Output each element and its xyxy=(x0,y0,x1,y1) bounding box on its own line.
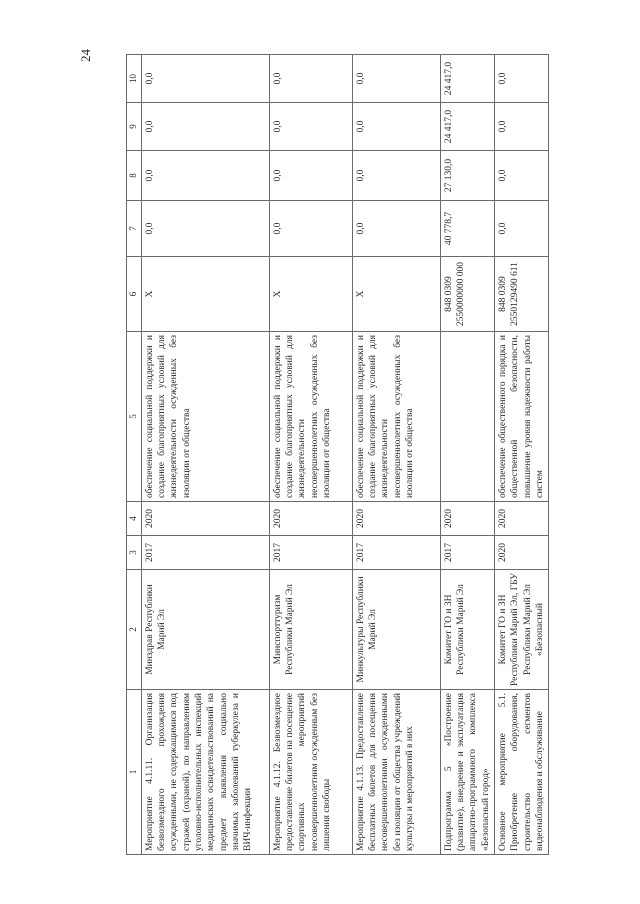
table-row xyxy=(141,55,269,855)
executor-cell: Комитет ГО и ЗН Республики Марий Эл, ГБУ Республики Марий Эл «Безопасный xyxy=(495,570,549,690)
budget-code-cell: X xyxy=(141,257,269,332)
budget-code-cell: X xyxy=(269,257,352,332)
end-year-cell: 2020 xyxy=(440,502,494,536)
table-row xyxy=(440,55,494,855)
table-row xyxy=(495,55,549,855)
column-header: 5 xyxy=(127,332,142,502)
end-year-cell: 2020 xyxy=(352,502,440,536)
start-year-cell: 2017 xyxy=(352,536,440,570)
expected-result-cell: обеспечение социальной поддержки и создание благоприятных условий для жизнедеятельности несовершеннолетних осужденных без изоляции от общества xyxy=(352,332,440,502)
column-header: 9 xyxy=(127,103,142,151)
amount-cell: 0,0 xyxy=(141,201,269,257)
budget-code-cell: 848 0309 2550129490 611 xyxy=(495,257,549,332)
end-year-cell: 2020 xyxy=(495,502,549,536)
measure-name-cell: Мероприятие 4.1.11. Организация безвозмездного прохождения осужденными, не содержащимися под стражей (охраной), по направлениям уголовно-исполнительных инспекций медицинских освидетельствований на предмет выявления социально значимых заболеваний туберкулеза и ВИЧ-инфекции xyxy=(141,690,269,855)
start-year-cell: 2017 xyxy=(269,536,352,570)
end-year-cell: 2020 xyxy=(269,502,352,536)
column-header: 4 xyxy=(127,502,142,536)
amount-cell: 40 778,7 xyxy=(440,201,494,257)
amount-cell: 0,0 xyxy=(141,55,269,103)
amount-cell: 0,0 xyxy=(269,55,352,103)
column-header: 6 xyxy=(127,257,142,332)
amount-cell: 0,0 xyxy=(141,151,269,201)
amount-cell: 0,0 xyxy=(141,103,269,151)
column-number-row xyxy=(127,55,142,855)
column-header: 1 xyxy=(127,690,142,855)
amount-cell: 24 417,0 xyxy=(440,103,494,151)
column-header: 3 xyxy=(127,536,142,570)
amount-cell: 0,0 xyxy=(269,151,352,201)
column-header: 2 xyxy=(127,570,142,690)
document-table-wrapper xyxy=(126,55,546,855)
column-header: 8 xyxy=(127,151,142,201)
executor-cell: Минкультуры Республики Марий Эл xyxy=(352,570,440,690)
table-row xyxy=(269,55,352,855)
amount-cell: 0,0 xyxy=(352,103,440,151)
amount-cell: 0,0 xyxy=(495,103,549,151)
measure-name-cell: Мероприятие 4.1.13. Предоставление бесплатных билетов для посещения несовершеннолетними осужденными без изоляции от общества учреждений культуры и мероприятий в них xyxy=(352,690,440,855)
measure-name-cell: Подпрограмма 5 «Построение (развитие), внедрение и эксплуатация аппаратно-программного комплекса «Безопасный город» xyxy=(440,690,494,855)
amount-cell: 24 417,0 xyxy=(440,55,494,103)
column-header: 7 xyxy=(127,201,142,257)
start-year-cell: 2020 xyxy=(495,536,549,570)
executor-cell: Минспорттуризм Республики Марий Эл xyxy=(269,570,352,690)
expected-result-cell xyxy=(440,332,494,502)
start-year-cell: 2017 xyxy=(440,536,494,570)
column-header: 10 xyxy=(127,55,142,103)
amount-cell: 0,0 xyxy=(495,151,549,201)
amount-cell: 0,0 xyxy=(495,201,549,257)
executor-cell: Минздрав Республики Марий Эл xyxy=(141,570,269,690)
measure-name-cell: Мероприятие 4.1.12. Безвозмездное предоставление билетов на посещение спортивных мероприятий несовершеннолетним осужденным без лишения свободы xyxy=(269,690,352,855)
amount-cell: 0,0 xyxy=(269,103,352,151)
budget-code-cell: X xyxy=(352,257,440,332)
page-number: 24 xyxy=(78,49,93,62)
amount-cell: 0,0 xyxy=(352,55,440,103)
measure-name-cell: Основное мероприятие 5.1. Приобретение оборудования, строительство сегментов видеонаблюдения и обслуживание xyxy=(495,690,549,855)
executor-cell: Комитет ГО и ЗН Республики Марий Эл xyxy=(440,570,494,690)
amount-cell: 0,0 xyxy=(495,55,549,103)
table-row xyxy=(352,55,440,855)
amount-cell: 0,0 xyxy=(352,151,440,201)
budget-code-cell: 848 0309 2550000000 000 xyxy=(440,257,494,332)
program-measures-table xyxy=(126,54,549,855)
end-year-cell: 2020 xyxy=(141,502,269,536)
expected-result-cell: обеспечение общественного порядка и общественной безопасности, повышение уровня надежности работы систем xyxy=(495,332,549,502)
start-year-cell: 2017 xyxy=(141,536,269,570)
amount-cell: 0,0 xyxy=(352,201,440,257)
amount-cell: 0,0 xyxy=(269,201,352,257)
expected-result-cell: обеспечение социальной поддержки и создание благоприятных условий для жизнедеятельности несовершеннолетних осужденных без изоляции от общества xyxy=(269,332,352,502)
amount-cell: 27 130,0 xyxy=(440,151,494,201)
expected-result-cell: обеспечение социальной поддержки и создание благоприятных условий для жизнедеятельности осужденных без изоляции от общества xyxy=(141,332,269,502)
